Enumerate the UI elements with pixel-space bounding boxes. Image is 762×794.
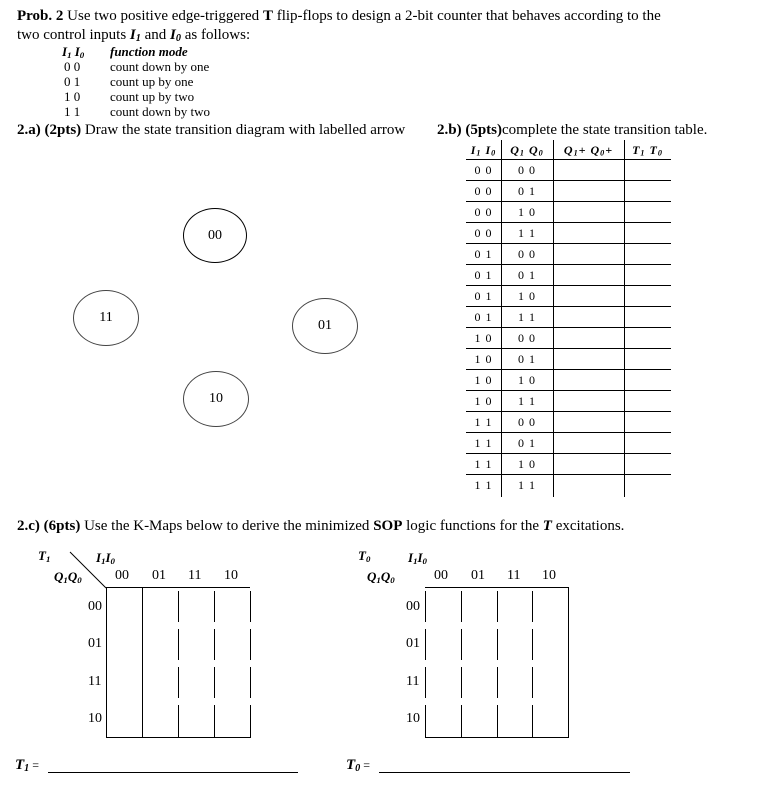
cell-present-state: 0 1 bbox=[518, 184, 536, 198]
cell-present-state: 0 1 bbox=[518, 352, 536, 366]
cell-inputs: 1 1 bbox=[474, 436, 493, 450]
cell-next-state-input[interactable] bbox=[553, 373, 624, 388]
cell-excitation-input[interactable] bbox=[624, 415, 671, 430]
state-node-01[interactable]: 01 bbox=[292, 298, 358, 354]
cell-excitation-input[interactable] bbox=[624, 247, 671, 262]
cell-present-state: 1 1 bbox=[518, 478, 536, 492]
kmap-t1-col-var: $I_1I_0$ bbox=[96, 550, 115, 566]
kmap-cell[interactable] bbox=[143, 626, 177, 662]
cell-excitation-input[interactable] bbox=[624, 289, 671, 304]
cell-inputs: 0 1 bbox=[474, 247, 493, 261]
kmap-cell[interactable] bbox=[462, 701, 496, 737]
cell-excitation-input[interactable] bbox=[624, 310, 671, 325]
kmap-cell[interactable] bbox=[143, 663, 177, 699]
cell-present-state: 1 0 bbox=[518, 373, 536, 387]
kmap-cell[interactable] bbox=[107, 626, 141, 662]
problem-label: Prob. 2 bbox=[17, 8, 64, 24]
kmap-row-label: 10 bbox=[88, 711, 102, 726]
kmap-t0-col-var: $I_1I_0$ bbox=[408, 550, 427, 566]
kmap-t1-row-var: $Q_1Q_0$ bbox=[54, 569, 82, 585]
kmap-cell[interactable] bbox=[107, 588, 141, 624]
kmap-cell[interactable] bbox=[143, 588, 177, 624]
kmap-col-label: 10 bbox=[542, 568, 556, 583]
mode-header-inputs: $I_1$ $I_0$ bbox=[62, 44, 85, 60]
cell-present-state: 0 0 bbox=[518, 331, 536, 345]
table-header-next-state: $Q_1+ Q_0+$ bbox=[563, 143, 614, 158]
cell-excitation-input[interactable] bbox=[624, 163, 671, 178]
problem-statement: Prob. 2 Use two positive edge-triggered T flip-flops to design a 2-bit counter that behaves according to the bbox=[17, 8, 661, 24]
kmap-row-label: 01 bbox=[88, 636, 102, 651]
kmap-cell[interactable] bbox=[462, 663, 496, 699]
cell-inputs: 1 1 bbox=[474, 415, 493, 429]
cell-inputs: 0 1 bbox=[474, 310, 493, 324]
cell-present-state: 0 0 bbox=[518, 247, 536, 261]
cell-present-state: 1 0 bbox=[518, 205, 536, 219]
answer-t1-input[interactable] bbox=[48, 758, 298, 773]
kmap-cell[interactable] bbox=[179, 588, 213, 624]
kmap-cell[interactable] bbox=[107, 701, 141, 737]
kmap-col-label: 11 bbox=[507, 568, 521, 583]
cell-next-state-input[interactable] bbox=[553, 247, 624, 262]
kmap-cell[interactable] bbox=[534, 701, 568, 737]
kmap-cell[interactable] bbox=[498, 701, 532, 737]
kmap-cell[interactable] bbox=[143, 701, 177, 737]
cell-next-state-input[interactable] bbox=[553, 226, 624, 241]
kmap-cell[interactable] bbox=[179, 701, 213, 737]
mode-row-inputs: 1 1 bbox=[64, 104, 81, 119]
cell-present-state: 1 1 bbox=[518, 226, 536, 240]
kmap-cell[interactable] bbox=[426, 663, 460, 699]
cell-present-state: 0 1 bbox=[518, 268, 536, 282]
cell-inputs: 1 1 bbox=[474, 457, 493, 471]
mode-row-mode: count up by one bbox=[110, 74, 194, 89]
kmap-t0-title: $T_0$ bbox=[358, 548, 371, 564]
cell-next-state-input[interactable] bbox=[553, 478, 624, 493]
cell-excitation-input[interactable] bbox=[624, 352, 671, 367]
cell-inputs: 1 0 bbox=[474, 373, 493, 387]
mode-row-mode: count down by one bbox=[110, 59, 210, 74]
kmap-col-label: 11 bbox=[188, 568, 202, 583]
kmap-cell[interactable] bbox=[107, 663, 141, 699]
kmap-cell[interactable] bbox=[215, 588, 249, 624]
kmap-cell[interactable] bbox=[498, 626, 532, 662]
kmap-cell[interactable] bbox=[498, 588, 532, 624]
kmap-cell[interactable] bbox=[215, 626, 249, 662]
table-header-inputs: $I_1$ $I_0$ bbox=[470, 143, 497, 158]
cell-next-state-input[interactable] bbox=[553, 163, 624, 178]
kmap-cell[interactable] bbox=[179, 626, 213, 662]
kmap-row-label: 11 bbox=[406, 674, 420, 689]
cell-inputs: 1 0 bbox=[474, 352, 493, 366]
problem-statement-line2: two control inputs $I_1$ and $I_0$ as follows: bbox=[17, 27, 251, 45]
part-b-heading: 2.b) (5pts)complete the state transition table. bbox=[437, 122, 708, 138]
cell-next-state-input[interactable] bbox=[553, 457, 624, 472]
kmap-col-label: 01 bbox=[471, 568, 485, 583]
cell-next-state-input[interactable] bbox=[553, 268, 624, 283]
cell-present-state: 1 0 bbox=[518, 457, 536, 471]
cell-inputs: 1 0 bbox=[474, 394, 493, 408]
kmap-cell[interactable] bbox=[462, 626, 496, 662]
mode-row-mode: count down by two bbox=[110, 104, 211, 119]
cell-excitation-input[interactable] bbox=[624, 331, 671, 346]
answer-t0-label: $T_0$ = bbox=[346, 757, 371, 775]
kmap-cell[interactable] bbox=[426, 588, 460, 624]
cell-present-state: 0 0 bbox=[518, 163, 536, 177]
cell-excitation-input[interactable] bbox=[624, 394, 671, 409]
kmap-row-label: 01 bbox=[406, 636, 420, 651]
kmap-cell[interactable] bbox=[462, 588, 496, 624]
mode-row-inputs: 0 1 bbox=[64, 74, 81, 89]
kmap-cell[interactable] bbox=[534, 588, 568, 624]
kmap-col-label: 00 bbox=[434, 568, 448, 583]
mode-header-function: function mode bbox=[110, 44, 188, 59]
state-node-10[interactable]: 10 bbox=[183, 371, 249, 427]
kmap-row-label: 10 bbox=[406, 711, 420, 726]
cell-next-state-input[interactable] bbox=[553, 184, 624, 199]
cell-next-state-input[interactable] bbox=[553, 331, 624, 346]
cell-present-state: 1 0 bbox=[518, 289, 536, 303]
kmap-col-label: 00 bbox=[115, 568, 129, 583]
mode-row-inputs: 1 0 bbox=[64, 89, 81, 104]
state-node-00[interactable]: 00 bbox=[183, 208, 247, 263]
cell-next-state-input[interactable] bbox=[553, 394, 624, 409]
cell-next-state-input[interactable] bbox=[553, 352, 624, 367]
kmap-col-label: 10 bbox=[224, 568, 238, 583]
cell-next-state-input[interactable] bbox=[553, 310, 624, 325]
cell-inputs: 0 0 bbox=[474, 205, 493, 219]
cell-next-state-input[interactable] bbox=[553, 205, 624, 220]
cell-inputs: 0 1 bbox=[474, 289, 493, 303]
kmap-t0-row-var: $Q_1Q_0$ bbox=[367, 569, 395, 585]
cell-inputs: 0 0 bbox=[474, 163, 493, 177]
cell-present-state: 0 1 bbox=[518, 436, 536, 450]
cell-excitation-input[interactable] bbox=[624, 226, 671, 241]
cell-next-state-input[interactable] bbox=[553, 415, 624, 430]
cell-excitation-input[interactable] bbox=[624, 478, 671, 493]
cell-excitation-input[interactable] bbox=[624, 268, 671, 283]
kmap-cell[interactable] bbox=[215, 663, 249, 699]
cell-excitation-input[interactable] bbox=[624, 205, 671, 220]
kmap-t1-diagonal bbox=[68, 550, 108, 590]
answer-t0-input[interactable] bbox=[379, 758, 630, 773]
table-header-state: $Q_1$ $Q_0$ bbox=[510, 143, 544, 158]
answer-t1-label: $T_1$ = bbox=[15, 757, 40, 775]
cell-present-state: 1 1 bbox=[518, 310, 536, 324]
part-c-heading: 2.c) (6pts) Use the K-Maps below to derive the minimized SOP logic functions for the T excitations. bbox=[17, 518, 625, 534]
table-header-excitation: $T_1$ $T_0$ bbox=[632, 143, 663, 158]
kmap-cell[interactable] bbox=[426, 626, 460, 662]
kmap-cell[interactable] bbox=[426, 701, 460, 737]
kmap-cell[interactable] bbox=[498, 663, 532, 699]
cell-present-state: 1 1 bbox=[518, 394, 536, 408]
kmap-col-label: 01 bbox=[152, 568, 166, 583]
kmap-row-label: 00 bbox=[406, 599, 420, 614]
cell-excitation-input[interactable] bbox=[624, 457, 671, 472]
mode-row-mode: count up by two bbox=[110, 89, 195, 104]
cell-inputs: 1 1 bbox=[474, 478, 493, 492]
mode-row-inputs: 0 0 bbox=[64, 59, 81, 74]
cell-excitation-input[interactable] bbox=[624, 184, 671, 199]
kmap-t1-title: $T_1$ bbox=[38, 548, 51, 564]
cell-inputs: 0 1 bbox=[474, 268, 493, 282]
kmap-row-label: 00 bbox=[88, 599, 102, 614]
kmap-cell[interactable] bbox=[215, 701, 249, 737]
kmap-cell[interactable] bbox=[534, 663, 568, 699]
state-node-11[interactable]: 11 bbox=[73, 290, 139, 346]
cell-excitation-input[interactable] bbox=[624, 373, 671, 388]
kmap-cell[interactable] bbox=[534, 626, 568, 662]
cell-inputs: 0 0 bbox=[474, 184, 493, 198]
kmap-cell[interactable] bbox=[179, 663, 213, 699]
cell-excitation-input[interactable] bbox=[624, 436, 671, 451]
cell-present-state: 0 0 bbox=[518, 415, 536, 429]
cell-inputs: 1 0 bbox=[474, 331, 493, 345]
cell-next-state-input[interactable] bbox=[553, 436, 624, 451]
part-a-heading: 2.a) (2pts) Draw the state transition diagram with labelled arrow bbox=[17, 122, 406, 138]
cell-next-state-input[interactable] bbox=[553, 289, 624, 304]
kmap-row-label: 11 bbox=[88, 674, 102, 689]
cell-inputs: 0 0 bbox=[474, 226, 493, 240]
